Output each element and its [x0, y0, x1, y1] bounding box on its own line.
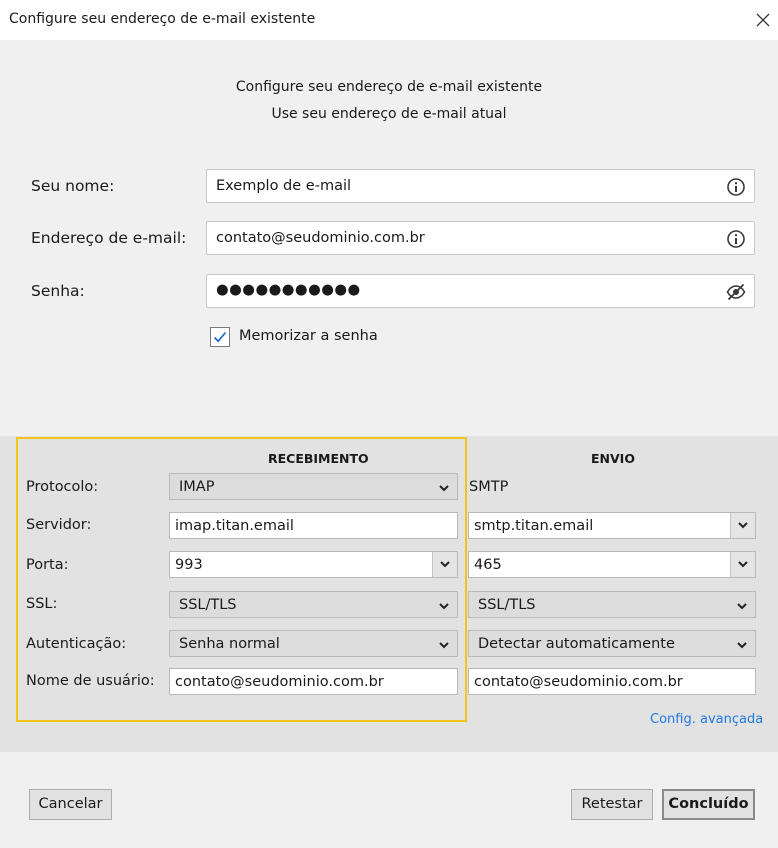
incoming-server-value: imap.titan.email: [175, 518, 294, 534]
email-input[interactable]: [206, 221, 755, 255]
chevron-down-icon: [438, 557, 452, 571]
incoming-username-input[interactable]: [169, 668, 458, 695]
eye-slash-icon[interactable]: [725, 281, 747, 303]
incoming-ssl-select[interactable]: [169, 591, 458, 618]
page-subtitle: Use seu endereço de e-mail atual: [271, 106, 507, 122]
page-title: Configure seu endereço de e-mail existente: [235, 79, 543, 95]
incoming-auth-select[interactable]: [169, 630, 458, 657]
chevron-down-icon: [437, 480, 451, 494]
retest-button[interactable]: Retestar: [571, 789, 653, 820]
info-icon[interactable]: [725, 176, 747, 198]
window-title: Configure seu endereço de e-mail existente: [9, 11, 316, 27]
chevron-down-icon: [437, 637, 451, 651]
outgoing-server-value: smtp.titan.email: [474, 518, 594, 534]
outgoing-port-dropdown-button[interactable]: [730, 552, 755, 577]
outgoing-auth-value: Detectar automaticamente: [478, 636, 675, 652]
name-input-value: Exemplo de e-mail: [216, 178, 352, 194]
outgoing-auth-select[interactable]: [468, 630, 756, 657]
chevron-down-icon: [437, 598, 451, 612]
protocol-label: Protocolo:: [26, 479, 99, 495]
cancel-button[interactable]: Cancelar: [29, 789, 112, 820]
outgoing-column-header: ENVIO: [591, 451, 635, 466]
name-input[interactable]: [206, 169, 755, 203]
outgoing-port-combo[interactable]: [468, 551, 756, 578]
remember-password-checkbox[interactable]: [210, 327, 230, 347]
outgoing-username-value: contato@seudominio.com.br: [474, 674, 683, 690]
ssl-label: SSL:: [26, 596, 58, 612]
password-input[interactable]: [206, 274, 755, 308]
chevron-down-icon: [735, 598, 749, 612]
username-label: Nome de usuário:: [26, 673, 155, 689]
incoming-port-combo[interactable]: [169, 551, 458, 578]
outgoing-ssl-value: SSL/TLS: [478, 597, 536, 613]
password-label: Senha:: [31, 282, 85, 300]
incoming-auth-value: Senha normal: [179, 636, 280, 652]
outgoing-server-combo[interactable]: [468, 512, 756, 539]
outgoing-port-value: 465: [474, 557, 502, 573]
incoming-protocol-select[interactable]: [169, 473, 458, 500]
incoming-port-dropdown-button[interactable]: [432, 552, 457, 577]
incoming-protocol-value: IMAP: [179, 479, 215, 495]
name-label: Seu nome:: [31, 177, 115, 195]
password-input-value: ●●●●●●●●●●●: [216, 282, 361, 298]
auth-label: Autenticação:: [26, 636, 127, 652]
info-icon[interactable]: [725, 228, 747, 250]
outgoing-server-dropdown-button[interactable]: [730, 513, 755, 538]
email-input-value: contato@seudominio.com.br: [216, 230, 425, 246]
email-label: Endereço de e-mail:: [31, 229, 187, 247]
incoming-username-value: contato@seudominio.com.br: [175, 674, 384, 690]
server-label: Servidor:: [26, 517, 92, 533]
done-button[interactable]: Concluído: [662, 789, 755, 820]
port-label: Porta:: [26, 557, 69, 573]
outgoing-protocol-text: SMTP: [469, 479, 509, 495]
advanced-config-link[interactable]: Config. avançada: [650, 712, 764, 727]
remember-password-label[interactable]: Memorizar a senha: [239, 328, 378, 344]
chevron-down-icon: [735, 637, 749, 651]
outgoing-ssl-select[interactable]: [468, 591, 756, 618]
incoming-column-header: RECEBIMENTO: [268, 451, 369, 466]
outgoing-username-input[interactable]: [468, 668, 756, 695]
incoming-ssl-value: SSL/TLS: [179, 597, 237, 613]
close-icon[interactable]: [753, 10, 773, 30]
title-bar: [0, 0, 778, 40]
incoming-server-input[interactable]: [169, 512, 458, 539]
check-icon: [213, 330, 227, 344]
chevron-down-icon: [736, 518, 750, 532]
incoming-port-value: 993: [175, 557, 203, 573]
chevron-down-icon: [736, 557, 750, 571]
